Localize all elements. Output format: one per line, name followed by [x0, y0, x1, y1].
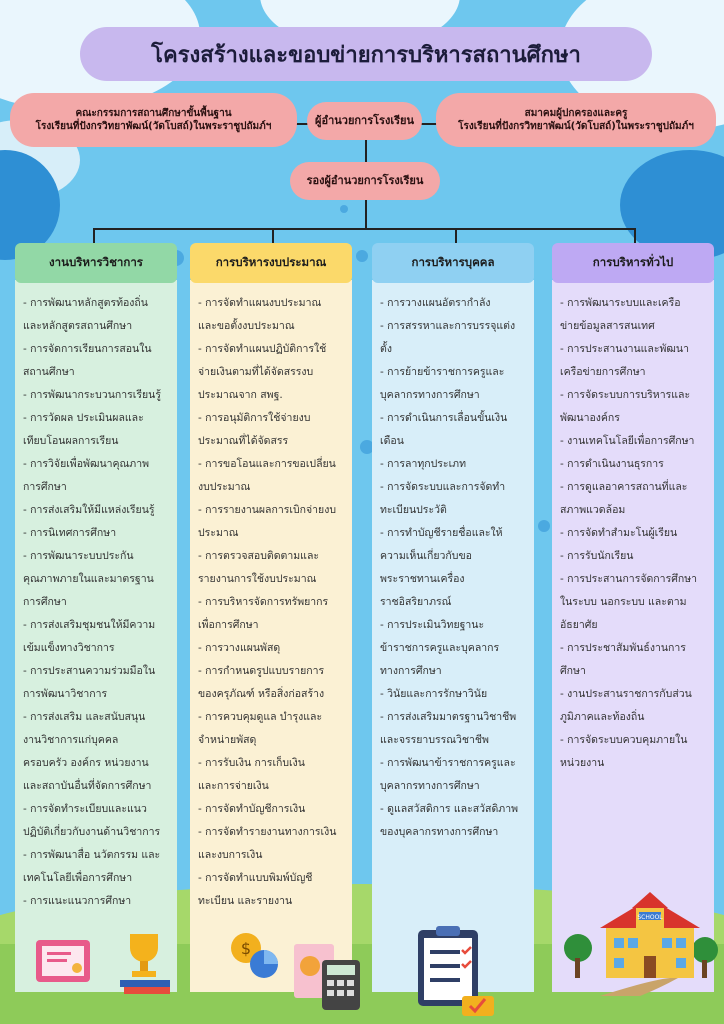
column-item-line: - การสรรหาและการบรรจุแต่ง — [380, 320, 516, 332]
column-item-line: - การลาทุกประเภท — [380, 458, 467, 470]
column-item-line: บุคลากรทางการศึกษา — [380, 389, 480, 401]
academic-column-title: งานบริหารวิชาการ — [15, 243, 177, 283]
association-line-2: โรงเรียนที่ปังกรวิทยาพัฒน์(วัดโบสถ์)ในพระราชูปถัมภ์ฯ — [458, 121, 694, 132]
deputy-label: รองผู้อำนวยการโรงเรียน — [306, 173, 424, 187]
column-item-line: ประมาณจาก สพฐ. — [198, 389, 283, 401]
column-item-line: ประมาณที่ได้จัดสรร — [198, 435, 289, 447]
column-item-line: - การส่งเสริมมาตรฐานวิชาชีพ — [380, 711, 517, 723]
general-column-title: การบริหารทั่วไป — [552, 243, 714, 283]
column-item-line: - การรายงานผลการเบิกจ่ายงบ — [198, 504, 336, 516]
column-item-line: - การจัดทำสำมะโนผู้เรียน — [560, 527, 678, 539]
column-item-line: - การประเมินวิทยฐานะ — [380, 619, 485, 631]
column-item-line: - การพัฒนาระบบและเครือ — [560, 297, 681, 309]
connector-deputy-columns — [365, 198, 367, 228]
column-item-line: - การดูแลอาคารสถานที่และ — [560, 481, 688, 493]
column-item-line: - การจัดทำแผนปฏิบัติการใช้ — [198, 343, 327, 355]
column-item-line: - การพัฒนาสื่อ นวัตกรรม และ — [23, 849, 161, 861]
certificate-icon — [34, 938, 92, 986]
column-item-line: หน่วยงาน — [560, 757, 605, 769]
column-item-line: และสถาบันอื่นที่จัดการศึกษา — [23, 780, 152, 792]
budget-column — [190, 280, 352, 992]
column-item-line: งบประมาณ — [198, 481, 251, 493]
column-item-line: ปฏิบัติเกี่ยวกับงานด้านวิชาการ — [23, 826, 161, 838]
column-item-line: ของครุภัณฑ์ หรือสิ่งก่อสร้าง — [198, 688, 325, 700]
column-item-line: - การจัดทำแผนงบประมาณ — [198, 297, 322, 309]
deputy-box — [290, 162, 440, 200]
association-box — [436, 93, 716, 147]
column-item-line: - การอนุมัติการใช้จ่ายงบ — [198, 412, 311, 424]
column-item-line: ครอบครัว องค์กร หน่วยงาน — [23, 757, 149, 769]
school-icon — [560, 888, 720, 998]
column-item-line: - งานประสานราชการกับส่วน — [560, 688, 692, 700]
column-item-line: พัฒนาองค์กร — [560, 412, 620, 424]
column-item-line: สถานศึกษา — [23, 366, 75, 378]
column-item-line: และหลักสูตรสถานศึกษา — [23, 320, 133, 332]
column-item-line: ตั้ง — [380, 343, 392, 355]
column-item-line: - การรับเงิน การเก็บเงิน — [198, 757, 305, 769]
general-column — [552, 280, 714, 992]
column-item-line: อัธยาศัย — [560, 619, 598, 631]
column-item-line: สภาพแวดล้อม — [560, 504, 626, 516]
column-item-line: - การวางแผนพัสดุ — [198, 642, 281, 654]
column-item-line: รายงานการใช้งบประมาณ — [198, 573, 317, 585]
column-item-line: - การประสานงานและพัฒนา — [560, 343, 689, 355]
column-item-line: - การรับนักเรียน — [560, 550, 634, 562]
personnel-column — [372, 280, 534, 992]
page-title: โครงสร้างและขอบข่ายการบริหารสถานศึกษา — [80, 27, 652, 81]
column-item-line: พระราชทานเครื่อง — [380, 573, 465, 585]
column-item-line: - การประชาสัมพันธ์งานการ — [560, 642, 686, 654]
column-item-line: - การพัฒนากระบวนการเรียนรู้ — [23, 389, 161, 401]
connector-horizontal — [93, 228, 635, 230]
column-item-line: ข้าราชการครูและบุคลากร — [380, 642, 500, 654]
column-item-line: - การย้ายข้าราชการครูและ — [380, 366, 505, 378]
association-line-1: สมาคมผู้ปกครองและครู — [524, 107, 628, 119]
column-item-line: การศึกษา — [23, 596, 67, 608]
column-item-line: บุคลากรทางการศึกษา — [380, 780, 480, 792]
clipboard-icon — [414, 922, 498, 1018]
column-item-line: - การวัดผล ประเมินผลและ — [23, 412, 144, 424]
column-item-line: ประมาณ — [198, 527, 239, 539]
column-item-line: เดือน — [380, 435, 404, 447]
column-item-line: - การบริหารจัดการทรัพยากร — [198, 596, 329, 608]
column-item-line: ของบุคลากรทางการศึกษา — [380, 826, 499, 838]
trophy-icon — [110, 928, 178, 998]
column-item-line: - การจัดระบบการบริหารและ — [560, 389, 691, 401]
academic-column — [15, 280, 177, 992]
column-item-line: ในระบบ นอกระบบ และตาม — [560, 596, 687, 608]
school-sign: SCHOOL — [637, 914, 663, 921]
column-item-line: - วินัยและการรักษาวินัย — [380, 688, 488, 700]
column-item-line: เทคโนโลยีเพื่อการศึกษา — [23, 872, 133, 884]
column-item-line: และขอตั้งงบประมาณ — [198, 320, 295, 332]
column-item-line: - การประสานความร่วมมือใน — [23, 665, 156, 677]
column-item-line: - การดำเนินการเลื่อนขั้นเงิน — [380, 412, 508, 424]
budget-column-title: การบริหารงบประมาณ — [190, 243, 352, 283]
column-item-line: เพื่อการศึกษา — [198, 619, 259, 631]
column-item-line: - การจัดระบบและการจัดทำ — [380, 481, 506, 493]
column-item-line: - การทำบัญชีรายชื่อและให้ — [380, 527, 503, 539]
column-item-line: ศึกษา — [560, 665, 586, 677]
director-label: ผู้อำนวยการโรงเรียน — [315, 113, 414, 127]
column-item-line: - การส่งเสริม และสนับสนุน — [23, 711, 146, 723]
column-item-line: และจรรยาบรรณวิชาชีพ — [380, 734, 489, 746]
column-item-line: - การจัดทำระเบียบและแนว — [23, 803, 147, 815]
column-item-line: ข่ายข้อมูลสารสนเทศ — [560, 320, 655, 332]
column-item-line: - การขอโอนและการขอเปลี่ยน — [198, 458, 336, 470]
personnel-column-title: การบริหารบุคคล — [372, 243, 534, 283]
column-item-line: - การดำเนินงานธุรการ — [560, 458, 664, 470]
column-item-line: จ่ายเงินตามที่ได้จัดสรรงบ — [198, 366, 314, 378]
committee-box — [10, 93, 297, 147]
column-item-line: ทะเบียน และรายงาน — [198, 895, 293, 907]
column-item-line: - การจัดทำบัญชีการเงิน — [198, 803, 306, 815]
column-item-line: การพัฒนาวิชาการ — [23, 688, 108, 700]
column-item-line: - การส่งเสริมชุมชนให้มีความ — [23, 619, 156, 631]
column-item-line: - การพัฒนาหลักสูตรท้องถิ่น — [23, 297, 148, 309]
coins-icon — [226, 930, 284, 982]
column-item-line: เทียบโอนผลการเรียน — [23, 435, 119, 447]
column-item-line: - การจัดทำรายงานทางการเงิน — [198, 826, 337, 838]
column-item-line: - การส่งเสริมให้มีแหล่งเรียนรู้ — [23, 504, 155, 516]
calculator-icon — [292, 940, 362, 1012]
column-item-line: ราชอิสริยาภรณ์ — [380, 596, 452, 608]
column-item-line: และการจ่ายเงิน — [198, 780, 269, 792]
column-item-line: - การวางแผนอัตรากำลัง — [380, 297, 491, 309]
column-item-line: - การพัฒนาระบบประกัน — [23, 550, 134, 562]
column-item-line: งานวิชาการแก่บุคคล — [23, 734, 119, 746]
column-item-line: เข้มแข็งทางวิชาการ — [23, 642, 115, 654]
column-item-line: - การจัดการเรียนการสอนใน — [23, 343, 152, 355]
column-item-line: - การกำหนดรูปแบบรายการ — [198, 665, 325, 677]
column-item-line: ทะเบียนประวัติ — [380, 504, 447, 516]
column-item-line: - การตรวจสอบติดตามและ — [198, 550, 320, 562]
column-item-line: - การจัดทำแบบพิมพ์บัญชี — [198, 872, 313, 884]
column-item-line: - การประสานการจัดการศึกษา — [560, 573, 698, 585]
column-item-line: - การพัฒนาข้าราชการครูและ — [380, 757, 516, 769]
column-item-line: - ดูแลสวัสดิการ และสวัสดิภาพ — [380, 803, 519, 815]
committee-line-2: โรงเรียนที่ปังกรวิทยาพัฒน์(วัดโบสถ์)ในพระราชูปถัมภ์ฯ — [35, 121, 272, 132]
column-item-line: และงบการเงิน — [198, 849, 263, 861]
column-item-line: ความเห็นเกี่ยวกับขอ — [380, 550, 472, 562]
committee-line-1: คณะกรรมการสถานศึกษาขั้นพื้นฐาน — [75, 107, 232, 119]
column-item-line: จำหน่ายพัสดุ — [198, 734, 257, 746]
column-item-line: - การวิจัยเพื่อพัฒนาคุณภาพ — [23, 458, 150, 470]
director-box — [307, 102, 422, 140]
column-item-line: เครือข่ายการศึกษา — [560, 366, 646, 378]
column-item-line: - การแนะแนวการศึกษา — [23, 895, 132, 907]
column-item-line: การศึกษา — [23, 481, 67, 493]
column-item-line: คุณภาพภายในและมาตรฐาน — [23, 573, 154, 585]
svg-text:$: $ — [240, 939, 252, 958]
column-item-line: - งานเทคโนโลยีเพื่อการศึกษา — [560, 435, 695, 447]
column-item-line: - การควบคุมดูแล บำรุงและ — [198, 711, 323, 723]
column-item-line: - การจัดระบบควบคุมภายใน — [560, 734, 688, 746]
column-item-line: - การนิเทศการศึกษา — [23, 527, 117, 539]
column-item-line: ภูมิภาคและท้องถิ่น — [560, 711, 645, 723]
column-item-line: ทางการศึกษา — [380, 665, 442, 677]
